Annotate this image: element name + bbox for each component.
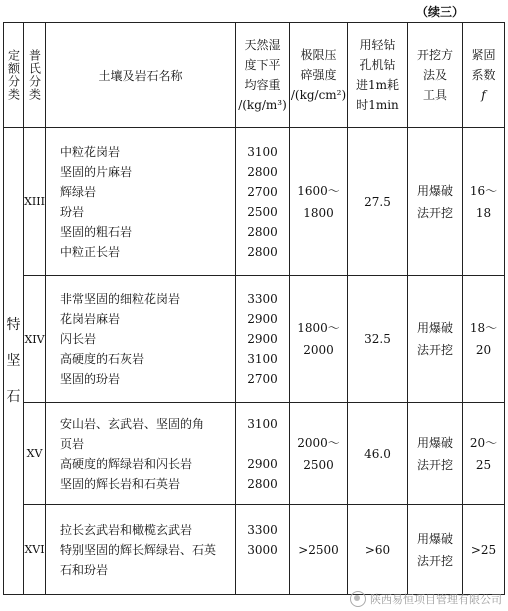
strength: 1800～ 2000 <box>290 276 348 403</box>
excavation-method: 用爆破 法开挖 <box>408 403 463 505</box>
rock-names: 安山岩、玄武岩、坚固的角 页岩 高硬度的辉绿岩和闪长岩 坚固的辉长岩和石英岩 <box>46 403 236 505</box>
drill-time: 27.5 <box>348 128 408 276</box>
densities: 3100 2800 2700 2500 2800 2800 <box>236 128 290 276</box>
header-row <box>4 23 505 128</box>
rock-names: 拉长玄武岩和橄榄玄武岩 特别坚固的辉长辉绿岩、石英 石和玢岩 <box>46 505 236 595</box>
protodyakonov-class: XVI <box>24 505 46 595</box>
table-row <box>4 128 505 276</box>
category-special-hard-rock: 特 坚 石 <box>4 128 24 595</box>
watermark: 陕西易恒项目管理有限公司 <box>350 591 502 607</box>
header-strength: 极限压 碎强度 /(kg/cm²) <box>290 23 348 128</box>
table-row <box>4 505 505 595</box>
header-category: 定额分类 <box>4 23 24 128</box>
densities: 3300 3000 <box>236 505 290 595</box>
densities: 3100 2900 2800 <box>236 403 290 505</box>
strength: >2500 <box>290 505 348 595</box>
drill-time: >60 <box>348 505 408 595</box>
table-row <box>4 276 505 403</box>
rock-names: 中粒花岗岩 坚固的片麻岩 辉绿岩 玢岩 坚固的粗石岩 中粒正长岩 <box>46 128 236 276</box>
densities: 3300 2900 2900 3100 2700 <box>236 276 290 403</box>
strength: 1600～ 1800 <box>290 128 348 276</box>
rock-classification-table <box>3 22 505 595</box>
header-density: 天然湿 度下平 均容重 /(kg/m³) <box>236 23 290 128</box>
drill-time: 46.0 <box>348 403 408 505</box>
strength: 2000～ 2500 <box>290 403 348 505</box>
protodyakonov-class: XIII <box>24 128 46 276</box>
table-row <box>4 403 505 505</box>
excavation-method: 用爆破 法开挖 <box>408 505 463 595</box>
coefficient: 20～ 25 <box>463 403 505 505</box>
protodyakonov-class: XV <box>24 403 46 505</box>
header-method: 开挖方 法及 工具 <box>408 23 463 128</box>
excavation-method: 用爆破 法开挖 <box>408 128 463 276</box>
coefficient: 16～ 18 <box>463 128 505 276</box>
header-name: 土壤及岩石名称 <box>46 23 236 128</box>
excavation-method: 用爆破 法开挖 <box>408 276 463 403</box>
header-protodyakonov: 普氏分类 <box>24 23 46 128</box>
rock-names: 非常坚固的细粒花岗岩 花岗岩麻岩 闪长岩 高硬度的石灰岩 坚固的玢岩 <box>46 276 236 403</box>
header-drill-time: 用轻钻 孔机钻 进1m耗 时1min <box>348 23 408 128</box>
continuation-label: （续三） <box>415 5 464 19</box>
header-coefficient: 紧固 系数 f <box>463 23 505 128</box>
coefficient: >25 <box>463 505 505 595</box>
wechat-logo-icon <box>350 591 366 607</box>
protodyakonov-class: XIV <box>24 276 46 403</box>
coefficient: 18～ 20 <box>463 276 505 403</box>
drill-time: 32.5 <box>348 276 408 403</box>
